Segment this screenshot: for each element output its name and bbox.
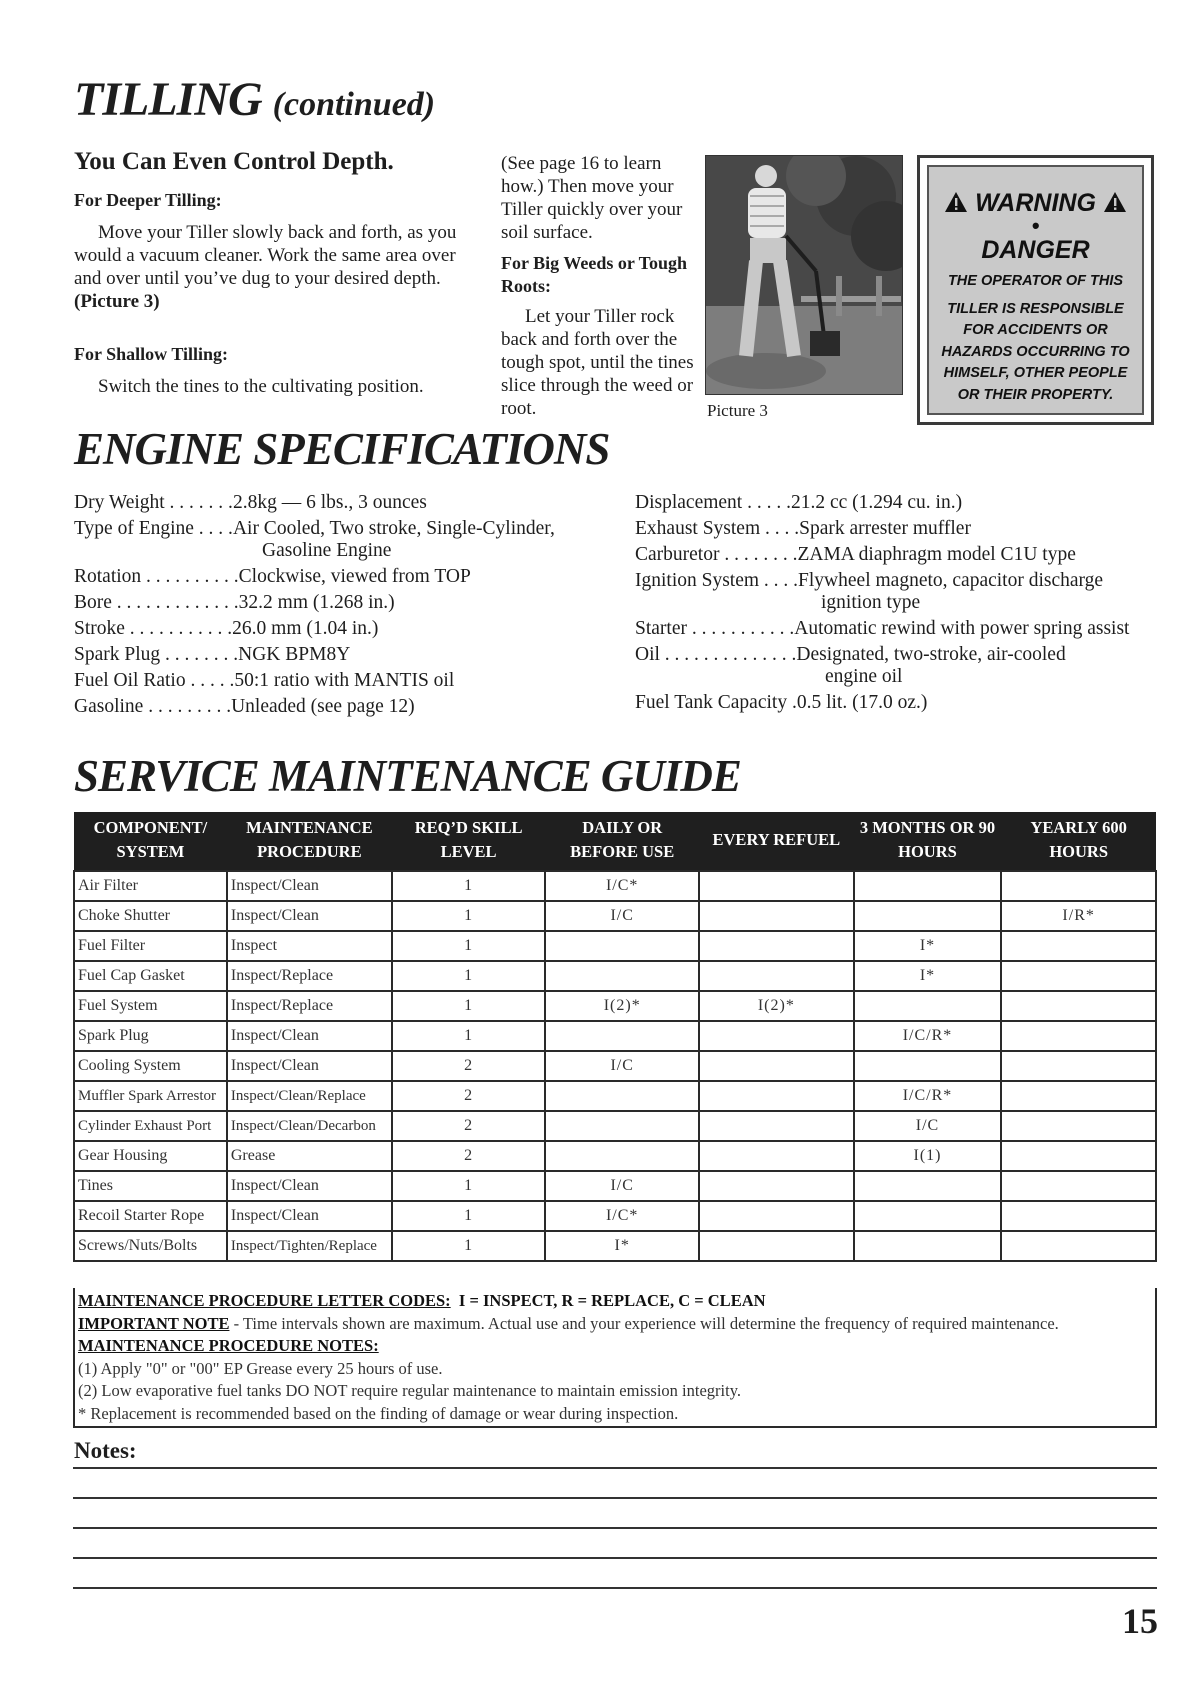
notes-label: Notes: [74, 1438, 137, 1463]
spec-row: Ignition System . . . .Flywheel magneto, capacitor discharge ignition type [635, 570, 1104, 613]
page-title [74, 72, 435, 127]
table-cell: Inspect/Clean/Replace [227, 1081, 392, 1111]
picture-3-photo [705, 155, 903, 395]
table-cell [699, 961, 854, 991]
table-cell: 2 [392, 1111, 546, 1141]
spec-row: Dry Weight . . . . . . .2.8kg — 6 lbs., 3 ounces [74, 492, 427, 513]
table-row [74, 1171, 1156, 1201]
note-3: * Replacement is recommended based on the finding of damage or wear during inspection. [78, 1403, 679, 1423]
table-cell [1001, 871, 1156, 901]
table-cell: I/R* [1001, 901, 1156, 931]
table-cell [854, 871, 1002, 901]
header-component: COMPONENT/ SYSTEM [74, 812, 227, 871]
table-cell [699, 1201, 854, 1231]
table-cell [699, 1081, 854, 1111]
table-cell: I/C* [545, 1201, 699, 1231]
table-cell: Fuel Filter [74, 931, 227, 961]
table-cell [1001, 1081, 1156, 1111]
table-cell: I(2)* [545, 991, 699, 1021]
maintenance-notes [73, 1288, 1157, 1428]
table-row [74, 991, 1156, 1021]
table-cell: Muffler Spark Arrestor [74, 1081, 227, 1111]
notes-line[interactable] [73, 1587, 1157, 1589]
control-depth-heading: You Can Even Control Depth. [74, 148, 394, 175]
table-cell [1001, 1231, 1156, 1261]
spec-row: Type of Engine . . . .Air Cooled, Two stroke, Single-Cylinder, Gasoline Engine [74, 518, 555, 561]
table-cell: Inspect/Clean [227, 1021, 392, 1051]
table-cell: I/C [545, 901, 699, 931]
table-cell: 1 [392, 1201, 546, 1231]
letter-codes-line: MAINTENANCE PROCEDURE LETTER CODES: I = INSPECT, R = REPLACE, C = CLEAN [78, 1291, 766, 1310]
table-row [74, 961, 1156, 991]
tiller-operator-image [706, 156, 902, 394]
spec-row: Stroke . . . . . . . . . . .26.0 mm (1.04 in.) [74, 618, 379, 639]
table-cell [1001, 1111, 1156, 1141]
table-cell [854, 1231, 1002, 1261]
table-cell: Tines [74, 1171, 227, 1201]
table-cell [1001, 961, 1156, 991]
table-cell [545, 1141, 699, 1171]
spec-row: Exhaust System . . . .Spark arrester muffler [635, 518, 971, 539]
warning-triangle-icon [1103, 191, 1127, 213]
important-note-line: IMPORTANT NOTE - Time intervals shown are maximum. Actual use and your experience will determine the frequency of required maintenance. [78, 1313, 1059, 1333]
tilling-column-2 [501, 152, 703, 420]
table-cell: Inspect/Clean [227, 1171, 392, 1201]
table-row [74, 1051, 1156, 1081]
table-cell: 1 [392, 991, 546, 1021]
table-cell: I* [854, 931, 1002, 961]
table-cell: Cylinder Exhaust Port [74, 1111, 227, 1141]
deeper-tilling-text: Move your Tiller slowly back and forth, as you would a vacuum cleaner. Work the same area over and over until you’ve dug to your desired depth. (Picture 3) [74, 222, 457, 312]
table-cell: I/C [545, 1171, 699, 1201]
table-cell: I(1) [854, 1141, 1002, 1171]
maintenance-table [73, 812, 1157, 1262]
note-1: (1) Apply "0" or "00" EP Grease every 25 hours of use. [78, 1358, 443, 1378]
table-cell: Inspect/Replace [227, 991, 392, 1021]
spec-row: Bore . . . . . . . . . . . . .32.2 mm (1.268 in.) [74, 592, 395, 613]
table-cell: Spark Plug [74, 1021, 227, 1051]
table-cell [1001, 1021, 1156, 1051]
table-cell: Recoil Starter Rope [74, 1201, 227, 1231]
table-cell: 2 [392, 1081, 546, 1111]
table-cell [854, 901, 1002, 931]
table-cell: I* [854, 961, 1002, 991]
picture-reference: (Picture 3) [74, 291, 160, 312]
table-header-row [74, 812, 1156, 871]
table-cell: 1 [392, 1171, 546, 1201]
table-cell: 2 [392, 1141, 546, 1171]
table-cell: I/C/R* [854, 1081, 1002, 1111]
table-cell [1001, 1171, 1156, 1201]
picture-caption: Picture 3 [707, 401, 768, 420]
spec-row: Starter . . . . . . . . . . .Automatic rewind with power spring assist [635, 618, 1130, 639]
table-cell: 1 [392, 1231, 546, 1261]
table-cell [545, 1081, 699, 1111]
notes-line[interactable] [73, 1557, 1157, 1559]
table-cell: I/C [854, 1111, 1002, 1141]
spec-row: Fuel Tank Capacity .0.5 lit. (17.0 oz.) [635, 692, 928, 713]
header-yearly: YEARLY 600 HOURS [1001, 812, 1156, 871]
table-cell [699, 1111, 854, 1141]
page-number: 15 [1122, 1601, 1158, 1641]
table-cell: Inspect/Tighten/Replace [227, 1231, 392, 1261]
spec-row: Spark Plug . . . . . . . .NGK BPM8Y [74, 644, 351, 665]
table-cell [545, 1021, 699, 1051]
table-cell: I/C* [545, 871, 699, 901]
warning-line-1: THE OPERATOR OF THIS [947, 273, 1124, 289]
spec-row: Displacement . . . . .21.2 cc (1.294 cu. in.) [635, 492, 963, 513]
spec-row: Gasoline . . . . . . . . .Unleaded (see page 12) [74, 696, 415, 717]
header-refuel: EVERY REFUEL [699, 812, 854, 871]
table-cell [854, 1051, 1002, 1081]
spec-row: Fuel Oil Ratio . . . . .50:1 ratio with MANTIS oil [74, 670, 455, 691]
table-cell: I/C [545, 1051, 699, 1081]
spec-row: Carburetor . . . . . . . .ZAMA diaphragm model C1U type [635, 544, 1076, 565]
table-cell [699, 1021, 854, 1051]
table-cell: Fuel Cap Gasket [74, 961, 227, 991]
table-cell [699, 1231, 854, 1261]
engine-specs-title: ENGINE SPECIFICATIONS [74, 424, 610, 474]
table-row [74, 1081, 1156, 1111]
table-cell: I/C/R* [854, 1021, 1002, 1051]
header-skill: REQ’D SKILL LEVEL [392, 812, 546, 871]
danger-title: DANGER [981, 236, 1090, 264]
table-row [74, 1111, 1156, 1141]
table-cell: Choke Shutter [74, 901, 227, 931]
spec-row: Rotation . . . . . . . . . .Clockwise, viewed from TOP [74, 566, 471, 587]
table-cell: Air Filter [74, 871, 227, 901]
table-cell [854, 1201, 1002, 1231]
see-page-text: (See page 16 to learn how.) Then move your Tiller quickly over your soil surface. [501, 153, 683, 243]
table-cell [545, 961, 699, 991]
table-cell: Inspect/Clean [227, 1201, 392, 1231]
table-row [74, 1141, 1156, 1171]
shallow-tilling-text: Switch the tines to the cultivating position. [98, 376, 424, 397]
table-cell: 2 [392, 1051, 546, 1081]
table-cell [545, 1111, 699, 1141]
table-cell [1001, 991, 1156, 1021]
table-cell [1001, 1201, 1156, 1231]
table-cell: Inspect/Clean/Decarbon [227, 1111, 392, 1141]
big-weeds-text: Let your Tiller rock back and forth over the tough spot, until the tines slice through the weed or root. [501, 306, 694, 419]
table-cell: Inspect/Replace [227, 961, 392, 991]
table-row [74, 1021, 1156, 1051]
table-cell: 1 [392, 871, 546, 901]
procedure-notes-label: MAINTENANCE PROCEDURE NOTES: [78, 1336, 379, 1355]
table-cell [1001, 931, 1156, 961]
table-cell [699, 1051, 854, 1081]
spec-row: Oil . . . . . . . . . . . . . .Designated, two-stroke, air-cooled engine oil [635, 644, 1066, 687]
title-subtitle: (continued) [272, 86, 436, 123]
header-daily: DAILY OR BEFORE USE [545, 812, 699, 871]
table-cell: Inspect/Clean [227, 871, 392, 901]
table-row [74, 931, 1156, 961]
table-cell: 1 [392, 931, 546, 961]
warning-title: WARNING [975, 189, 1096, 217]
big-weeds-heading: For Big Weeds or Tough Roots: [501, 253, 688, 296]
notes-line[interactable] [73, 1527, 1157, 1529]
table-cell [1001, 1051, 1156, 1081]
table-cell: Cooling System [74, 1051, 227, 1081]
warning-box [917, 155, 1154, 425]
table-cell: Screws/Nuts/Bolts [74, 1231, 227, 1261]
table-cell: Grease [227, 1141, 392, 1171]
engine-specs-right [635, 492, 1180, 718]
warning-triangle-icon [944, 191, 968, 213]
table-cell: Gear Housing [74, 1141, 227, 1171]
table-cell: 1 [392, 901, 546, 931]
table-cell: Inspect [227, 931, 392, 961]
notes-line[interactable] [73, 1467, 1157, 1469]
table-cell: 1 [392, 1021, 546, 1051]
table-cell [699, 871, 854, 901]
table-cell [699, 931, 854, 961]
table-row [74, 1201, 1156, 1231]
table-row [74, 1231, 1156, 1261]
maintenance-guide-title: SERVICE MAINTENANCE GUIDE [74, 751, 741, 801]
warning-bullet: • [1031, 213, 1040, 238]
header-procedure: MAINTENANCE PROCEDURE [227, 812, 392, 871]
note-2: (2) Low evaporative fuel tanks DO NOT require regular maintenance to maintain emission integrity. [78, 1381, 741, 1400]
table-cell [699, 901, 854, 931]
table-cell: I(2)* [699, 991, 854, 1021]
tilling-column-1 [74, 150, 470, 398]
table-cell: Inspect/Clean [227, 1051, 392, 1081]
shallow-tilling-heading: For Shallow Tilling: [74, 344, 229, 364]
engine-specs-left [74, 492, 614, 722]
table-cell: 1 [392, 961, 546, 991]
header-3months: 3 MONTHS OR 90 HOURS [854, 812, 1002, 871]
table-row [74, 871, 1156, 901]
table-cell [854, 1171, 1002, 1201]
table-cell [854, 991, 1002, 1021]
warning-body: TILLER IS RESPONSIBLE FOR ACCIDENTS OR HAZARDS OCCURRING TO HIMSELF, OTHER PEOPLE OR THEIR PROPERTY. [941, 300, 1130, 403]
table-cell [545, 931, 699, 961]
notes-line[interactable] [73, 1497, 1157, 1499]
table-cell: Inspect/Clean [227, 901, 392, 931]
table-cell [699, 1171, 854, 1201]
title-text: TILLING [74, 73, 262, 126]
table-cell: I* [545, 1231, 699, 1261]
table-cell: Fuel System [74, 991, 227, 1021]
deeper-tilling-heading: For Deeper Tilling: [74, 190, 222, 210]
table-cell [1001, 1141, 1156, 1171]
table-cell [699, 1141, 854, 1171]
table-row [74, 901, 1156, 931]
